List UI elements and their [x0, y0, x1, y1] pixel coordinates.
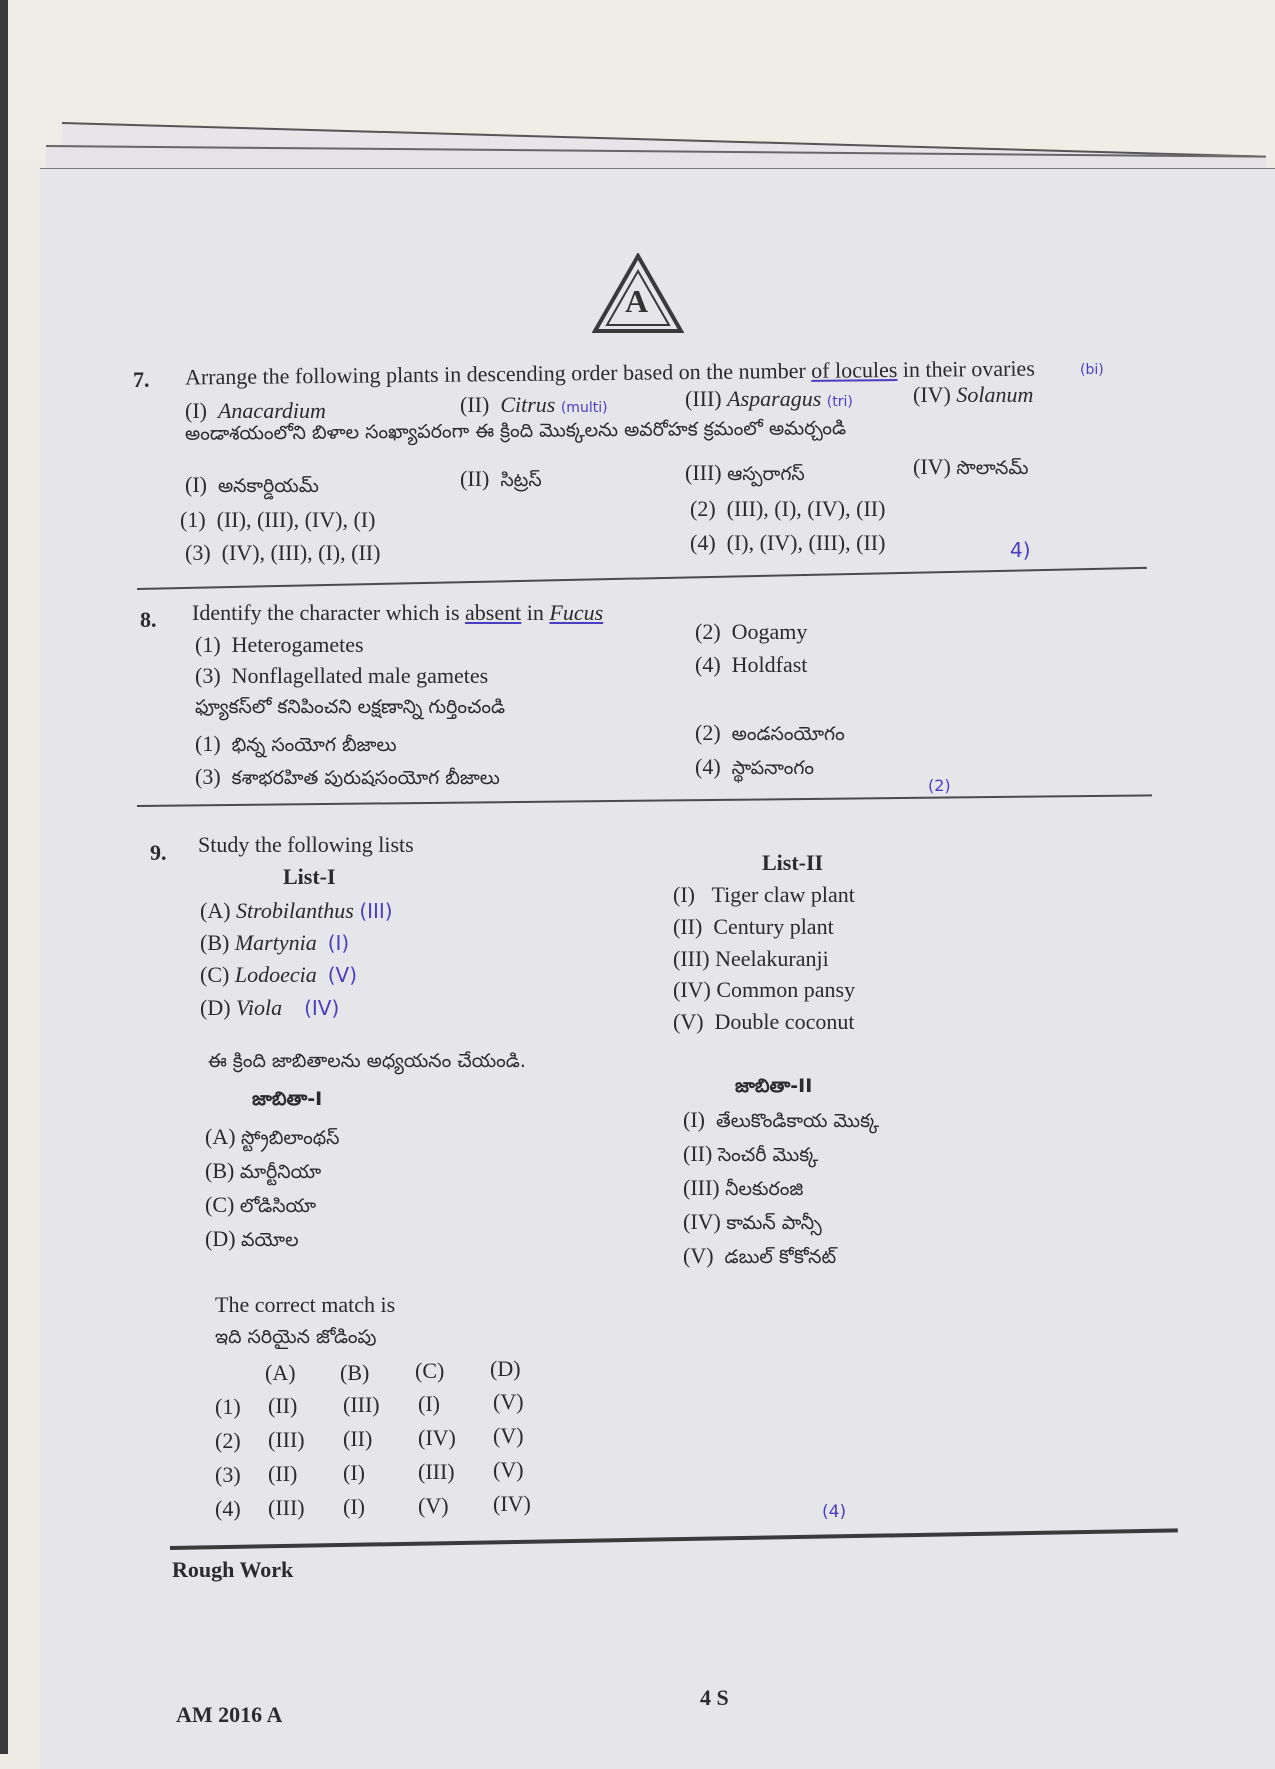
option-2[interactable]: [690, 494, 885, 524]
item-name: Martynia: [234, 930, 317, 955]
option-label: (2): [695, 720, 721, 745]
handwritten-note: (V): [327, 963, 358, 987]
option-3[interactable]: [195, 661, 488, 691]
item-label: (IV): [683, 1209, 721, 1234]
match-cell: (III): [268, 1495, 305, 1520]
item-row-te: [460, 464, 542, 495]
item-label: (IV): [913, 382, 951, 407]
item-name: కామన్ పాన్సీ: [726, 1212, 822, 1234]
list2-item-te: [683, 1105, 879, 1136]
match-cell: (II): [268, 1461, 298, 1486]
option-label: (4): [695, 754, 721, 779]
item-name: Viola: [236, 995, 283, 1020]
item-label: (II): [460, 392, 490, 417]
option-text: Nonflagellated male gametes: [231, 663, 489, 688]
match-cell: (IV): [493, 1491, 531, 1516]
option-label: (1): [195, 731, 221, 756]
item-name: Lodoecia: [234, 962, 317, 987]
handwritten-note: (multi): [560, 400, 608, 416]
item-label: (III): [685, 460, 722, 485]
list2-item-te: [683, 1173, 803, 1204]
option-4-te: [695, 752, 814, 783]
item-label: (I): [185, 472, 207, 497]
list2-item: [673, 975, 855, 1005]
list2-item-te: [683, 1241, 836, 1272]
item-name: Anacardium: [217, 398, 326, 423]
option-label: (2): [690, 496, 716, 521]
item-label: (III): [673, 946, 710, 971]
item-name: Double coconut: [714, 1009, 855, 1034]
item-row-te: [913, 452, 1028, 483]
handwritten-note: (tri): [826, 394, 853, 410]
item-name: స్ట్రోబిలాంథస్: [241, 1127, 340, 1149]
item-row-te: [185, 470, 319, 501]
match-cell: (V): [493, 1457, 524, 1482]
item-name: Asparagus: [727, 386, 822, 411]
option-label: (3): [215, 1462, 241, 1487]
item-label: (I): [673, 882, 695, 907]
page-number: 4 S: [700, 1685, 729, 1710]
list1-item-te: [205, 1224, 299, 1255]
item-label: (II): [673, 914, 703, 939]
option-1-te: [195, 729, 397, 760]
option-2-te: [695, 718, 845, 749]
list2-title: List-II: [762, 850, 824, 875]
question-stem-te: ఈ క్రింది జాబితాలను అధ్యయనం చేయండి.: [208, 1050, 526, 1072]
list2-item: [673, 1007, 854, 1037]
item-name: Century plant: [713, 914, 834, 939]
item-label: (I): [185, 398, 207, 423]
option-text: (IV), (III), (I), (II): [221, 540, 381, 565]
item-label: (B): [200, 930, 230, 955]
item-name: Solanum: [956, 382, 1034, 407]
list2-item: [673, 944, 829, 974]
handwritten-note: (IV): [304, 996, 340, 1020]
list1-item: [200, 896, 393, 926]
list2-title-te: జాబితా-II: [735, 1075, 813, 1097]
match-cell: (V): [493, 1389, 524, 1414]
item-name: ఆస్పరాగస్: [727, 463, 805, 485]
item-label: (C): [205, 1192, 235, 1217]
stem-italic: Fucus: [549, 600, 604, 625]
option-label: (2): [695, 619, 721, 644]
item-name: వయోల: [241, 1229, 299, 1251]
item-name: Common pansy: [716, 977, 856, 1002]
option-3-te: [195, 762, 500, 793]
match-cell: (I): [343, 1494, 365, 1519]
match-cell: (III): [418, 1459, 455, 1484]
stem-text: Identify the character which is: [192, 600, 466, 625]
option-text: కశాభరహిత పురుషసంయోగ బీజాలు: [231, 767, 500, 789]
question-number: 7.: [133, 367, 150, 392]
stem-text: in: [521, 600, 550, 625]
item-label: (II): [460, 466, 490, 491]
list1-item-te: [205, 1122, 339, 1153]
paper-code: AM 2016 A: [176, 1702, 283, 1727]
item-name: Tiger claw plant: [711, 882, 855, 907]
stem-underlined: absent: [465, 600, 522, 625]
question-stem-en: Study the following lists: [198, 832, 414, 857]
question-stem-en: [192, 598, 603, 628]
option-text: భిన్న సంయోగ బీజాలు: [231, 734, 397, 756]
option-text: (I), (IV), (III), (II): [726, 530, 886, 555]
option-label: (2): [215, 1428, 241, 1453]
match-header: (C): [415, 1358, 445, 1383]
option-label: (1): [215, 1394, 241, 1419]
item-label: (V): [673, 1009, 704, 1034]
list1-item: [200, 928, 349, 958]
handwritten-answer: (4): [822, 1502, 847, 1522]
list1-item-te: [205, 1156, 321, 1187]
item-label: (II): [683, 1141, 713, 1166]
option-label: (1): [180, 507, 206, 532]
option-text: Heterogametes: [231, 632, 364, 657]
match-header: (B): [340, 1360, 370, 1385]
item-name: సిట్రస్: [500, 469, 542, 491]
option-1[interactable]: [195, 630, 364, 660]
item-label: (A): [200, 898, 231, 923]
match-prompt-te: ఇది సరియైన జోడింపు: [215, 1326, 377, 1348]
item-name: సెంచరీ మొక్క: [717, 1144, 819, 1166]
option-text: (III), (I), (IV), (II): [726, 496, 886, 521]
item-name: మార్టీనియా: [239, 1161, 322, 1183]
handwritten-answer: (2): [928, 776, 951, 795]
option-4[interactable]: [690, 528, 885, 558]
handwritten-note: (III): [359, 899, 393, 923]
item-label: (IV): [673, 977, 711, 1002]
option-label: (4): [215, 1496, 241, 1521]
question-number: 9.: [150, 840, 167, 865]
list1-item: [200, 993, 339, 1023]
option-label: (4): [690, 530, 716, 555]
match-header: (D): [490, 1356, 521, 1381]
handwritten-answer: 4): [1010, 538, 1031, 562]
item-label: (C): [200, 962, 230, 987]
option-label: (3): [195, 764, 221, 789]
item-row-te: [685, 458, 805, 489]
item-label: (III): [683, 1175, 720, 1200]
stem-text: Arrange the following plants in descending order based on the number: [184, 357, 812, 390]
scan-edge: [0, 0, 8, 1754]
item-label: (A): [205, 1124, 236, 1149]
match-cell: (I): [343, 1460, 365, 1485]
item-label: (III): [685, 386, 722, 411]
option-2[interactable]: [695, 617, 807, 647]
item-name: Neelakuranji: [715, 946, 829, 971]
list2-item-te: [683, 1139, 818, 1170]
list1-item-te: [205, 1190, 316, 1221]
handwritten-note: (I): [327, 931, 350, 955]
item-label: (D): [205, 1226, 236, 1251]
list1-item: [200, 960, 357, 990]
list1-title-te: జాబితా-I: [252, 1088, 323, 1110]
item-row-en: [685, 384, 853, 417]
match-prompt-en: The correct match is: [215, 1292, 396, 1317]
option-text: Oogamy: [731, 619, 808, 644]
option-3[interactable]: [185, 538, 380, 568]
option-label: (3): [185, 540, 211, 565]
match-cell: (III): [343, 1392, 380, 1417]
item-name: తేలుకొండికాయ మొక్క: [715, 1110, 880, 1132]
match-header: (A): [265, 1360, 296, 1385]
item-name: నీలకురంజి: [725, 1178, 804, 1200]
match-cell: (II): [343, 1426, 373, 1451]
item-label: (I): [683, 1107, 705, 1132]
series-letter: A: [625, 283, 649, 319]
question-number: 8.: [140, 607, 157, 632]
item-name: సొలానమ్: [956, 457, 1029, 479]
item-name: Citrus: [500, 392, 556, 417]
series-badge: [592, 253, 684, 335]
list1-title: List-I: [283, 864, 336, 889]
handwritten-note: (bi): [1080, 362, 1104, 378]
item-label: (IV): [913, 454, 951, 479]
option-label: (3): [195, 663, 221, 688]
list2-item-te: [683, 1207, 822, 1238]
stem-text: in their ovaries: [897, 355, 1035, 382]
item-name: డబుల్ కోకోనట్: [724, 1246, 837, 1268]
match-cell: (III): [268, 1427, 305, 1452]
stem-underlined: of locules: [811, 356, 898, 383]
list2-item: [673, 912, 834, 942]
option-text: (II), (III), (IV), (I): [216, 507, 376, 532]
item-label: (B): [205, 1158, 235, 1183]
item-label: (D): [200, 995, 231, 1020]
item-name: అనకార్డియమ్: [217, 475, 319, 497]
match-cell: (II): [268, 1393, 298, 1418]
option-label: (1): [195, 632, 221, 657]
option-label: (4): [695, 652, 721, 677]
item-name: Strobilanthus: [236, 898, 354, 923]
rough-work-label: Rough Work: [172, 1557, 294, 1582]
question-stem-te: ఫ్యూకస్‌లో కనిపించని లక్షణాన్ని గుర్తించండి: [195, 696, 506, 718]
item-label: (V): [683, 1243, 714, 1268]
option-text: Holdfast: [731, 652, 808, 677]
item-row-en: [913, 380, 1033, 410]
match-cell: (V): [418, 1493, 449, 1518]
option-text: స్థాపనాంగం: [731, 757, 815, 779]
match-cell: (V): [493, 1423, 524, 1448]
option-text: అండసంయోగం: [731, 723, 845, 745]
question-stem-te: అండాశయంలోని బిళాల సంఖ్యాపరంగా ఈ క్రింది మొక్కలను అవరోహక క్రమంలో అమర్చండి: [184, 417, 847, 445]
item-name: లోడిసియా: [239, 1195, 317, 1217]
item-row-en: [460, 390, 608, 423]
option-4[interactable]: [695, 650, 807, 680]
option-1[interactable]: [180, 505, 375, 535]
match-cell: (IV): [418, 1425, 456, 1450]
list2-item: [673, 880, 855, 910]
match-cell: (I): [418, 1391, 440, 1416]
